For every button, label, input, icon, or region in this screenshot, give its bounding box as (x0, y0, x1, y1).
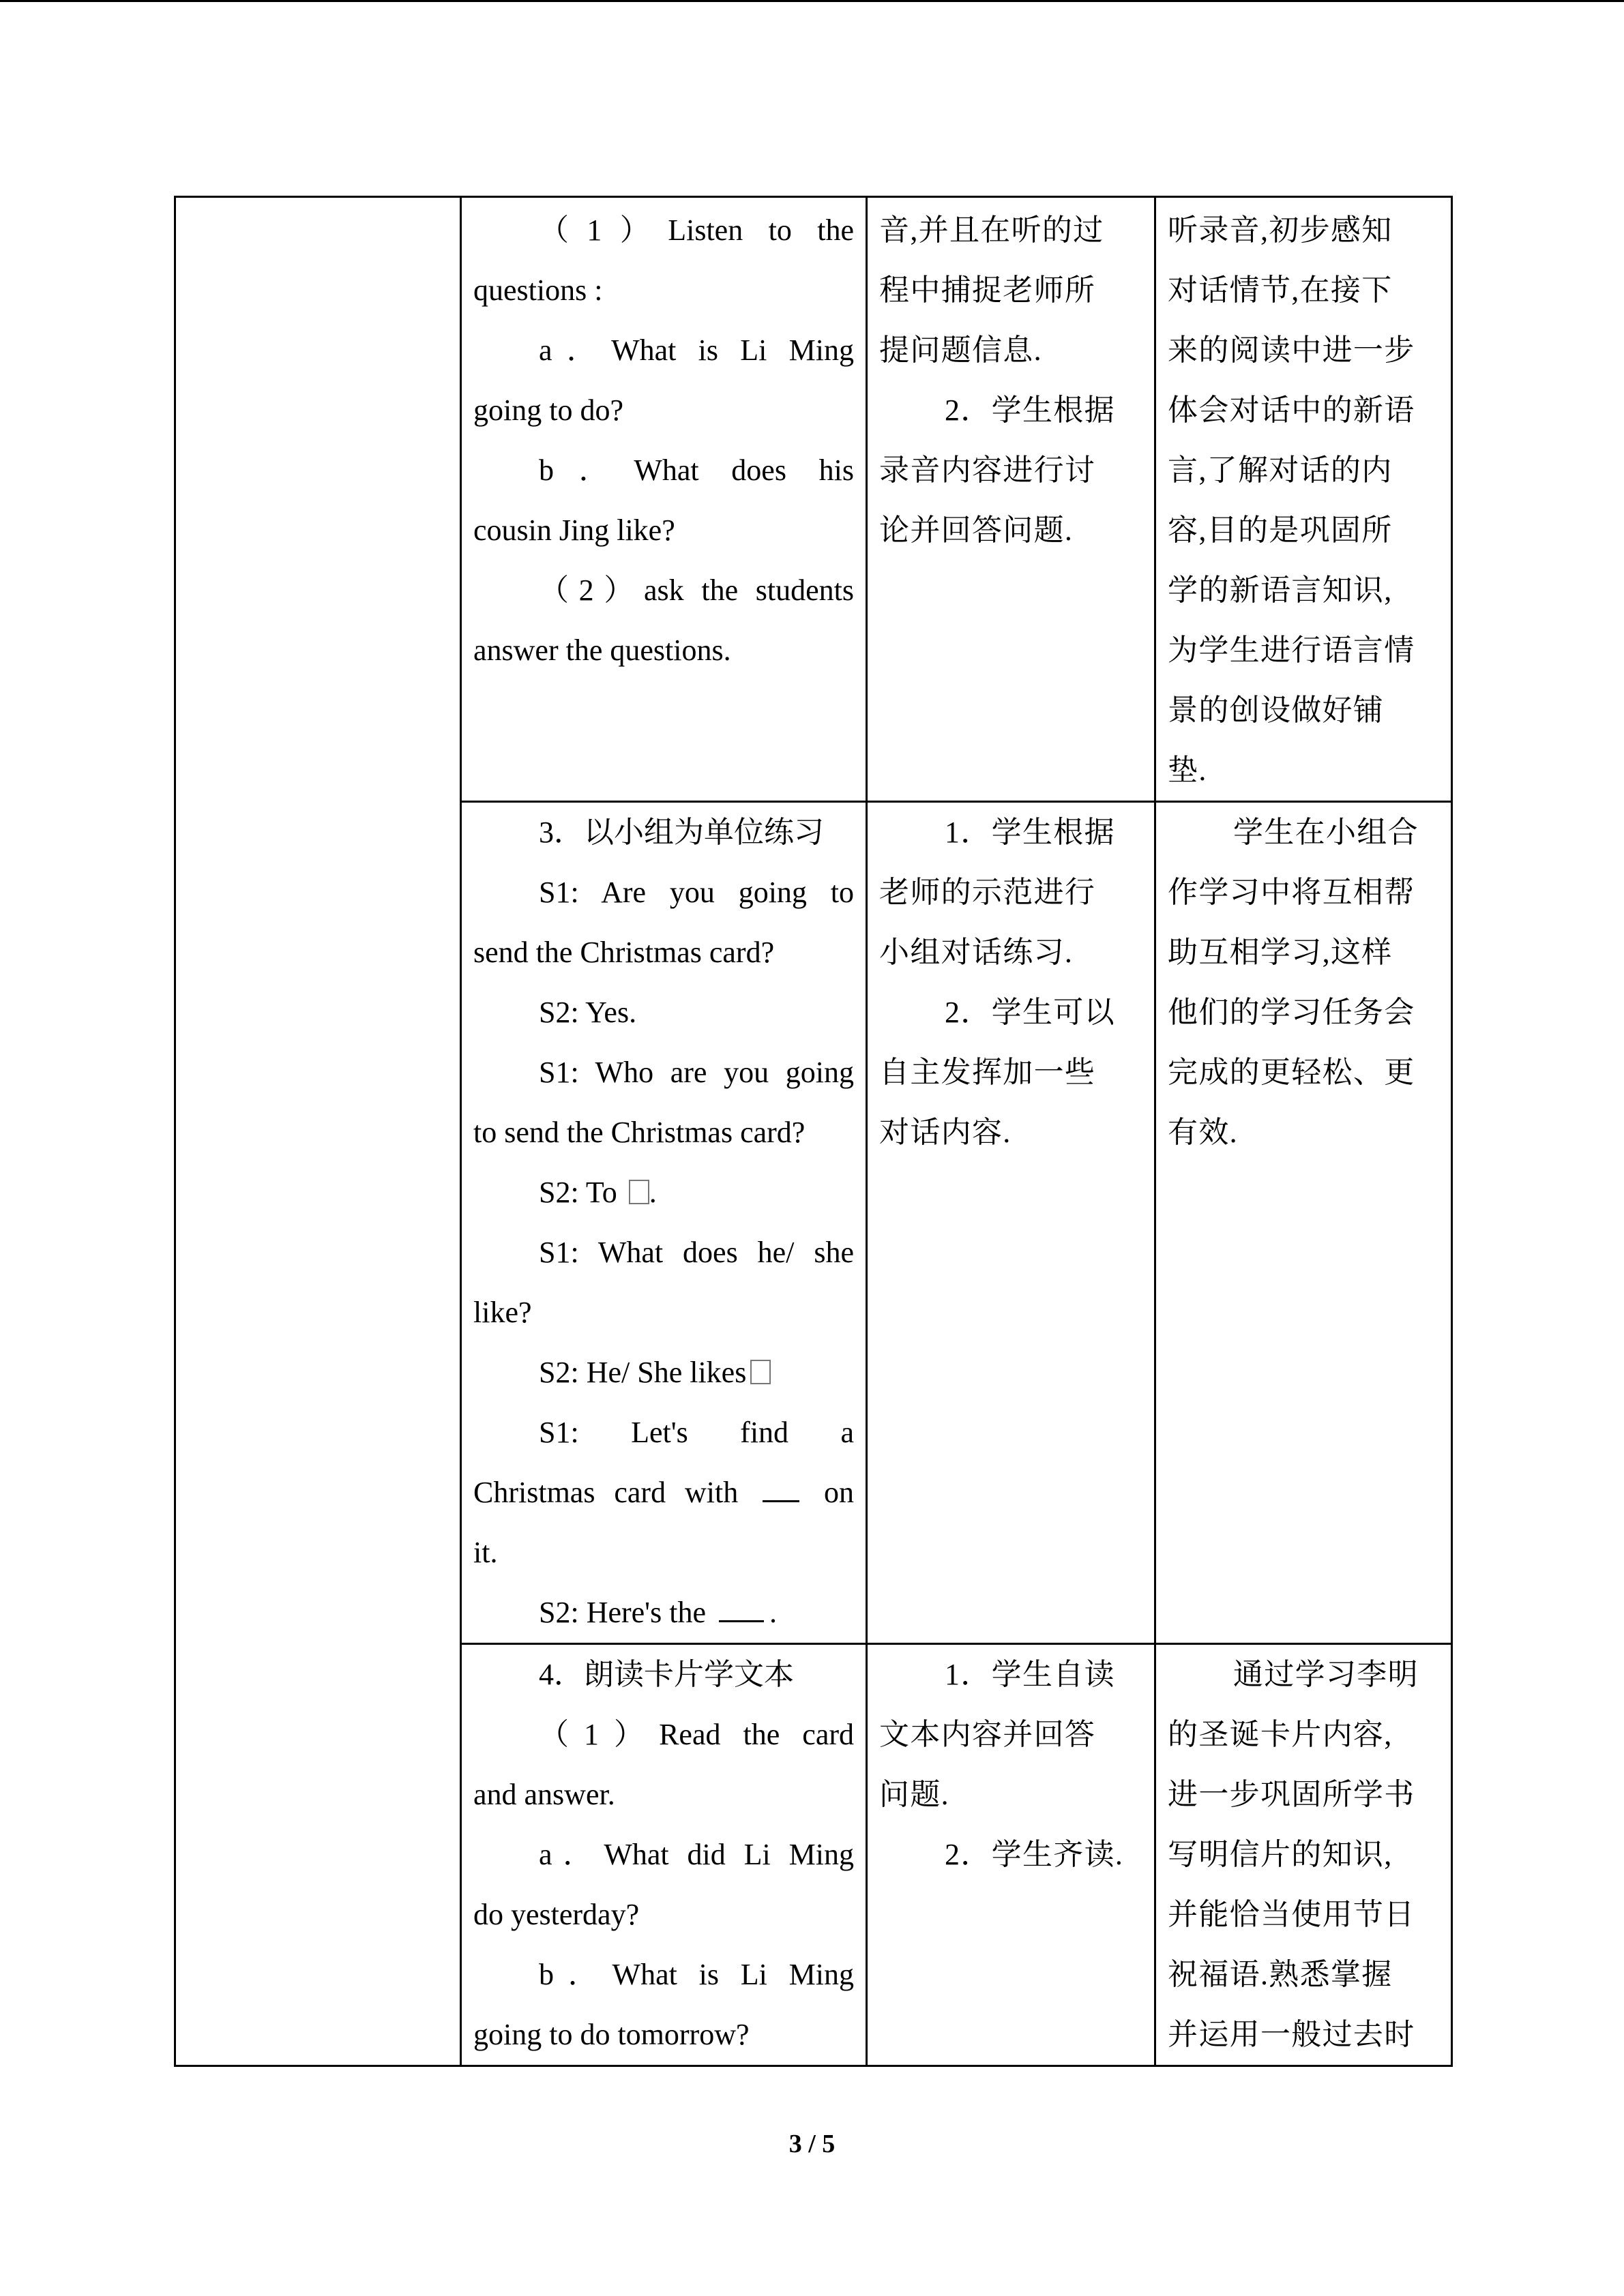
text-line: 提问题信息. (879, 333, 1042, 367)
student-activity-cell (867, 197, 1155, 802)
text-line (473, 1343, 854, 1403)
placeholder-box-icon (629, 1180, 649, 1204)
text-line: 来的阅读中进一步 (1168, 333, 1415, 367)
text-line: 助互相学习,这样 (1168, 936, 1393, 969)
text-line: 他们的学习任务会 (1168, 996, 1415, 1029)
teacher-activity-cell (461, 197, 867, 802)
text-line: 自主发挥加一些 (879, 1056, 1096, 1089)
text-line: going to do tomorrow? (473, 2018, 750, 2051)
text-line: 作学习中将互相帮 (1168, 876, 1415, 909)
fill-in-blank (763, 1473, 799, 1502)
text-line: 祝福语.熟悉掌握 (1168, 1958, 1393, 1991)
text-line: 有效. (1168, 1116, 1238, 1149)
table-row (175, 197, 1452, 802)
text-line: S1: Who are you going (539, 1056, 854, 1089)
text-line: it. (473, 1536, 498, 1569)
text-line: 问题. (879, 1778, 949, 1811)
dialogue-text: S2: Here's the (539, 1596, 706, 1629)
text-line: S1: Are you going to (539, 876, 854, 909)
text-line: 完成的更轻松、更 (1168, 1056, 1415, 1089)
text-line: 录音内容进行讨 (879, 453, 1096, 487)
text-line: 音,并且在听的过 (879, 213, 1104, 247)
dialogue-text: S2: He/ She likes (539, 1356, 747, 1389)
text-line: send the Christmas card? (473, 936, 775, 969)
text-line: 通过学习李明 (1233, 1658, 1419, 1691)
text-line: 容,目的是巩固所 (1168, 513, 1393, 547)
fill-in-blank (719, 1593, 764, 1622)
text-line: S2: To . (539, 1176, 657, 1209)
text-line: 听录音,初步感知 (1168, 213, 1393, 247)
dialogue-text: S2: To (539, 1176, 617, 1209)
dialogue-text: Christmas card with (473, 1476, 739, 1509)
text-line: a．What is Li Ming (539, 333, 854, 367)
placeholder-box-icon (750, 1360, 771, 1384)
text-line: 体会对话中的新语 (1168, 393, 1415, 427)
page-top-border (0, 0, 1624, 2)
text-line: 4．朗读卡片学文本 (539, 1658, 794, 1691)
stage-column-cell (175, 197, 461, 2066)
text-line: questions : (473, 273, 603, 307)
text-line: S2: Yes. (539, 996, 637, 1029)
text-line: 2．学生可以 (945, 996, 1115, 1029)
text-line: 2．学生根据 (945, 393, 1115, 427)
text-line: 并运用一般过去时 (1168, 2018, 1415, 2051)
lesson-plan-table (174, 196, 1453, 2067)
design-purpose-cell (1155, 197, 1452, 802)
text-line: 学生在小组合 (1233, 816, 1419, 849)
text-line: 景的创设做好铺 (1168, 694, 1385, 727)
text-line: 3．以小组为单位练习 (539, 816, 824, 849)
text-line: （2）ask the students (539, 573, 854, 607)
text-line: S1: What does he/ she (539, 1236, 854, 1269)
text-line: S1: Let's find a (539, 1416, 854, 1449)
text-line: 小组对话练习. (879, 936, 1074, 969)
text-line: 文本内容并回答 (879, 1718, 1096, 1751)
text-line: answer the questions. (473, 633, 731, 667)
text-line: 写明信片的知识, (1168, 1838, 1393, 1871)
text-line: going to do? (473, 393, 623, 427)
text-line: 为学生进行语言情 (1168, 633, 1415, 667)
text-line (473, 1463, 854, 1523)
text-line: 2．学生齐读. (945, 1838, 1124, 1871)
text-line: b．What is Li Ming (539, 1958, 854, 1991)
page-number: 3 / 5 (788, 2130, 836, 2158)
text-line: 并能恰当使用节日 (1168, 1898, 1415, 1931)
text-line: 论并回答问题. (879, 513, 1074, 547)
text-line: and answer. (473, 1778, 615, 1811)
dialogue-text: on (824, 1476, 855, 1509)
text-line: 老师的示范进行 (879, 876, 1096, 909)
text-line: a．What did Li Ming (539, 1838, 854, 1871)
text-line: （1）Read the card (539, 1718, 854, 1751)
text-line: 对话内容. (879, 1116, 1012, 1149)
text-line: 程中捕捉老师所 (879, 273, 1096, 307)
text-line: 进一步巩固所学书 (1168, 1778, 1415, 1811)
text-line: like? (473, 1296, 532, 1329)
teacher-activity-cell (461, 802, 867, 1644)
student-activity-cell (867, 1644, 1155, 2066)
text-line: to send the Christmas card? (473, 1116, 806, 1149)
text-line: 学的新语言知识, (1168, 573, 1393, 607)
teacher-activity-cell (461, 1644, 867, 2066)
text-line: 1．学生自读 (945, 1658, 1115, 1691)
text-line: 垫. (1168, 754, 1207, 787)
design-purpose-cell (1155, 1644, 1452, 2066)
text-line: do yesterday? (473, 1898, 640, 1931)
design-purpose-cell (1155, 802, 1452, 1644)
text-line: 言,了解对话的内 (1168, 453, 1393, 487)
text-line: b．What does his (539, 453, 854, 487)
student-activity-cell (867, 802, 1155, 1644)
text-line: 对话情节,在接下 (1168, 273, 1393, 307)
text-line: S2: Here's the . (473, 1583, 854, 1643)
text-line: （1）Listen to the (539, 213, 854, 247)
text-line: 的圣诞卡片内容, (1168, 1718, 1393, 1751)
text-line: 1．学生根据 (945, 816, 1115, 849)
text-line: cousin Jing like? (473, 513, 675, 547)
